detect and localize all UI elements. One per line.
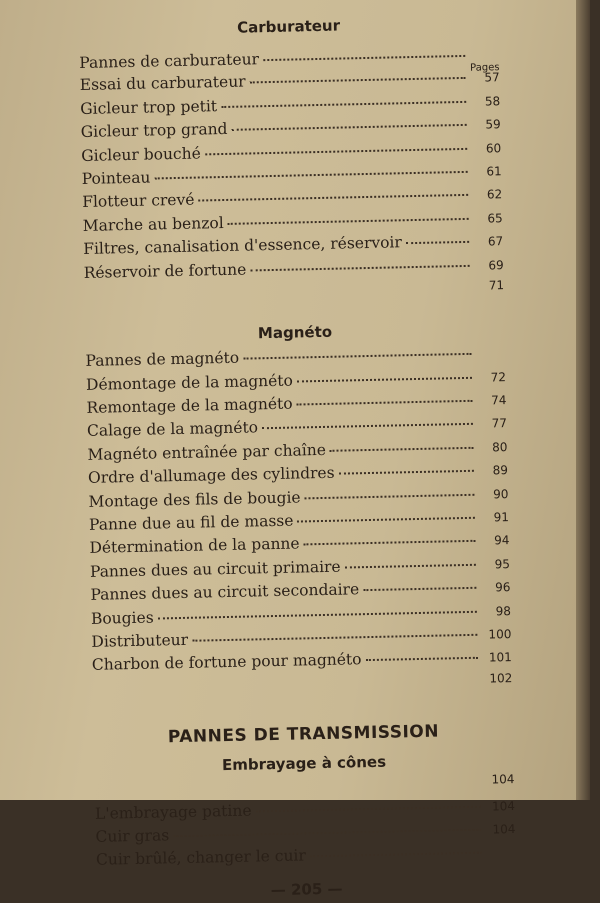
dot-leader bbox=[198, 194, 468, 202]
toc-entry-title: Distributeur bbox=[91, 630, 189, 651]
dot-leader bbox=[297, 377, 472, 383]
toc-entry-page: 104 bbox=[491, 798, 516, 814]
dot-leader bbox=[310, 852, 482, 858]
toc-entry-page bbox=[486, 856, 516, 857]
toc-entry-page: 77 bbox=[491, 416, 508, 431]
toc-entry-page: 95 bbox=[494, 556, 511, 572]
dot-leader bbox=[173, 829, 481, 837]
toc-entry-title: Gicleur trop grand bbox=[80, 120, 228, 142]
dot-leader bbox=[330, 447, 474, 452]
toc-entry-page: 100 bbox=[488, 627, 512, 642]
dot-leader bbox=[243, 353, 471, 360]
toc-entry-page: 67 bbox=[487, 234, 504, 249]
dot-leader bbox=[250, 264, 469, 271]
toc-entry-title: Flotteur crevé bbox=[82, 190, 195, 212]
dot-leader bbox=[304, 540, 476, 546]
dot-leader bbox=[262, 423, 473, 429]
toc-entry-title: Pointeau bbox=[81, 168, 151, 188]
transmission-list bbox=[94, 772, 516, 874]
dot-leader bbox=[256, 805, 481, 812]
toc-entry-page: 61 bbox=[486, 164, 502, 179]
toc-entry-page: 60 bbox=[485, 140, 502, 156]
toc-entry-page: 102 bbox=[489, 670, 513, 686]
dot-leader bbox=[263, 55, 465, 61]
section-title-magneto: Magnéto bbox=[257, 323, 333, 343]
dot-leader bbox=[297, 517, 475, 523]
toc-entry-page: 89 bbox=[492, 463, 509, 478]
dot-leader bbox=[232, 124, 467, 131]
toc-entry-page: 65 bbox=[487, 210, 503, 226]
toc-entry-page: 80 bbox=[492, 439, 508, 455]
dot-leader bbox=[345, 564, 476, 569]
toc-entry-title: Pannes dues au circuit secondaire bbox=[90, 580, 360, 605]
section-subtitle-embrayage: Embrayage à cônes bbox=[221, 752, 387, 775]
magneto-list bbox=[85, 343, 512, 703]
toc-entry-page: 96 bbox=[494, 580, 511, 595]
dot-leader bbox=[305, 493, 475, 499]
dot-leader bbox=[250, 77, 466, 84]
toc-entry-page bbox=[469, 59, 499, 60]
toc-entry-title: Panne due au fil de masse bbox=[88, 511, 294, 534]
toc-entry-title: Filtres, canalisation d'essence, réservoir bbox=[83, 233, 403, 259]
toc-entry-page: 104 bbox=[492, 821, 516, 837]
dot-leader bbox=[228, 218, 469, 225]
toc-entry-title: Pannes de magnéto bbox=[85, 349, 240, 371]
toc-entry-page: 91 bbox=[493, 510, 510, 525]
toc-entry-page: 90 bbox=[493, 486, 509, 502]
dot-leader bbox=[96, 680, 478, 688]
toc-entry-page: 72 bbox=[490, 369, 507, 385]
page-edge bbox=[576, 0, 590, 800]
toc-entry-title: Pannes dues au circuit primaire bbox=[89, 557, 341, 581]
toc-entry-page: 98 bbox=[495, 603, 512, 618]
toc-entry-page: 69 bbox=[488, 257, 504, 272]
toc-entry-title: Bougies bbox=[90, 608, 154, 628]
toc-entry-page: 57 bbox=[484, 70, 500, 85]
section-title-transmission: PANNES DE TRANSMISSION bbox=[167, 721, 440, 748]
toc-entry-page bbox=[476, 357, 506, 358]
toc-entry-page: 59 bbox=[485, 117, 501, 132]
toc-entry-title: Ordre d'allumage des cylindres bbox=[87, 463, 335, 488]
toc-entry-title: Magnéto entraînée par chaîne bbox=[87, 440, 327, 464]
toc-entry-page: 104 bbox=[491, 772, 515, 787]
dot-leader bbox=[158, 610, 477, 619]
dot-leader bbox=[406, 241, 469, 244]
toc-entry-title: Détermination de la panne bbox=[89, 534, 300, 558]
toc-entry-title: Réservoir de fortune bbox=[83, 260, 247, 282]
dot-leader bbox=[88, 287, 470, 295]
toc-entry-title: Démontage de la magnéto bbox=[85, 371, 294, 394]
dot-leader bbox=[205, 147, 467, 154]
dot-leader bbox=[99, 781, 481, 789]
section-title-carburateur: Carburateur bbox=[236, 16, 341, 37]
toc-entry-page: 62 bbox=[486, 187, 503, 202]
dot-leader bbox=[297, 400, 473, 406]
page-number: — 205 — bbox=[270, 879, 343, 899]
toc-entry-title: Essai du carburateur bbox=[79, 72, 246, 95]
toc-entry-title: Cuir gras bbox=[95, 826, 170, 846]
toc-entry-title: Gicleur trop petit bbox=[80, 96, 218, 118]
toc-entry-title: Charbon de fortune pour magnéto bbox=[91, 650, 362, 675]
table-of-contents bbox=[78, 0, 517, 903]
dot-leader bbox=[365, 657, 477, 661]
dot-leader bbox=[221, 101, 466, 108]
toc-entry-page: 94 bbox=[493, 533, 510, 548]
toc-entry-title: Pannes de carburateur bbox=[79, 50, 260, 72]
toc-entry-title: Calage de la magnéto bbox=[86, 418, 259, 441]
dot-leader bbox=[339, 470, 474, 475]
pages-column-label: Pages bbox=[469, 62, 500, 75]
toc-entry-page: 58 bbox=[484, 93, 501, 109]
carburateur-list bbox=[79, 45, 504, 310]
toc-entry-page: 71 bbox=[488, 278, 505, 293]
toc-entry-title: Cuir brûlé, changer le cuir bbox=[95, 846, 307, 870]
dot-leader bbox=[363, 587, 476, 591]
toc-entry-page: 74 bbox=[491, 393, 507, 408]
dot-leader bbox=[154, 171, 467, 180]
toc-entry-title: Gicleur bouché bbox=[81, 144, 201, 165]
dot-leader bbox=[192, 634, 477, 642]
toc-entry-title: Montage des fils de bougie bbox=[88, 488, 301, 511]
toc-entry-title: Remontage de la magnéto bbox=[86, 394, 293, 417]
toc-entry-title: Marche au benzol bbox=[82, 213, 224, 235]
toc-entry-page: 101 bbox=[488, 650, 513, 665]
toc-entry-title: L'embrayage patine bbox=[94, 801, 252, 823]
